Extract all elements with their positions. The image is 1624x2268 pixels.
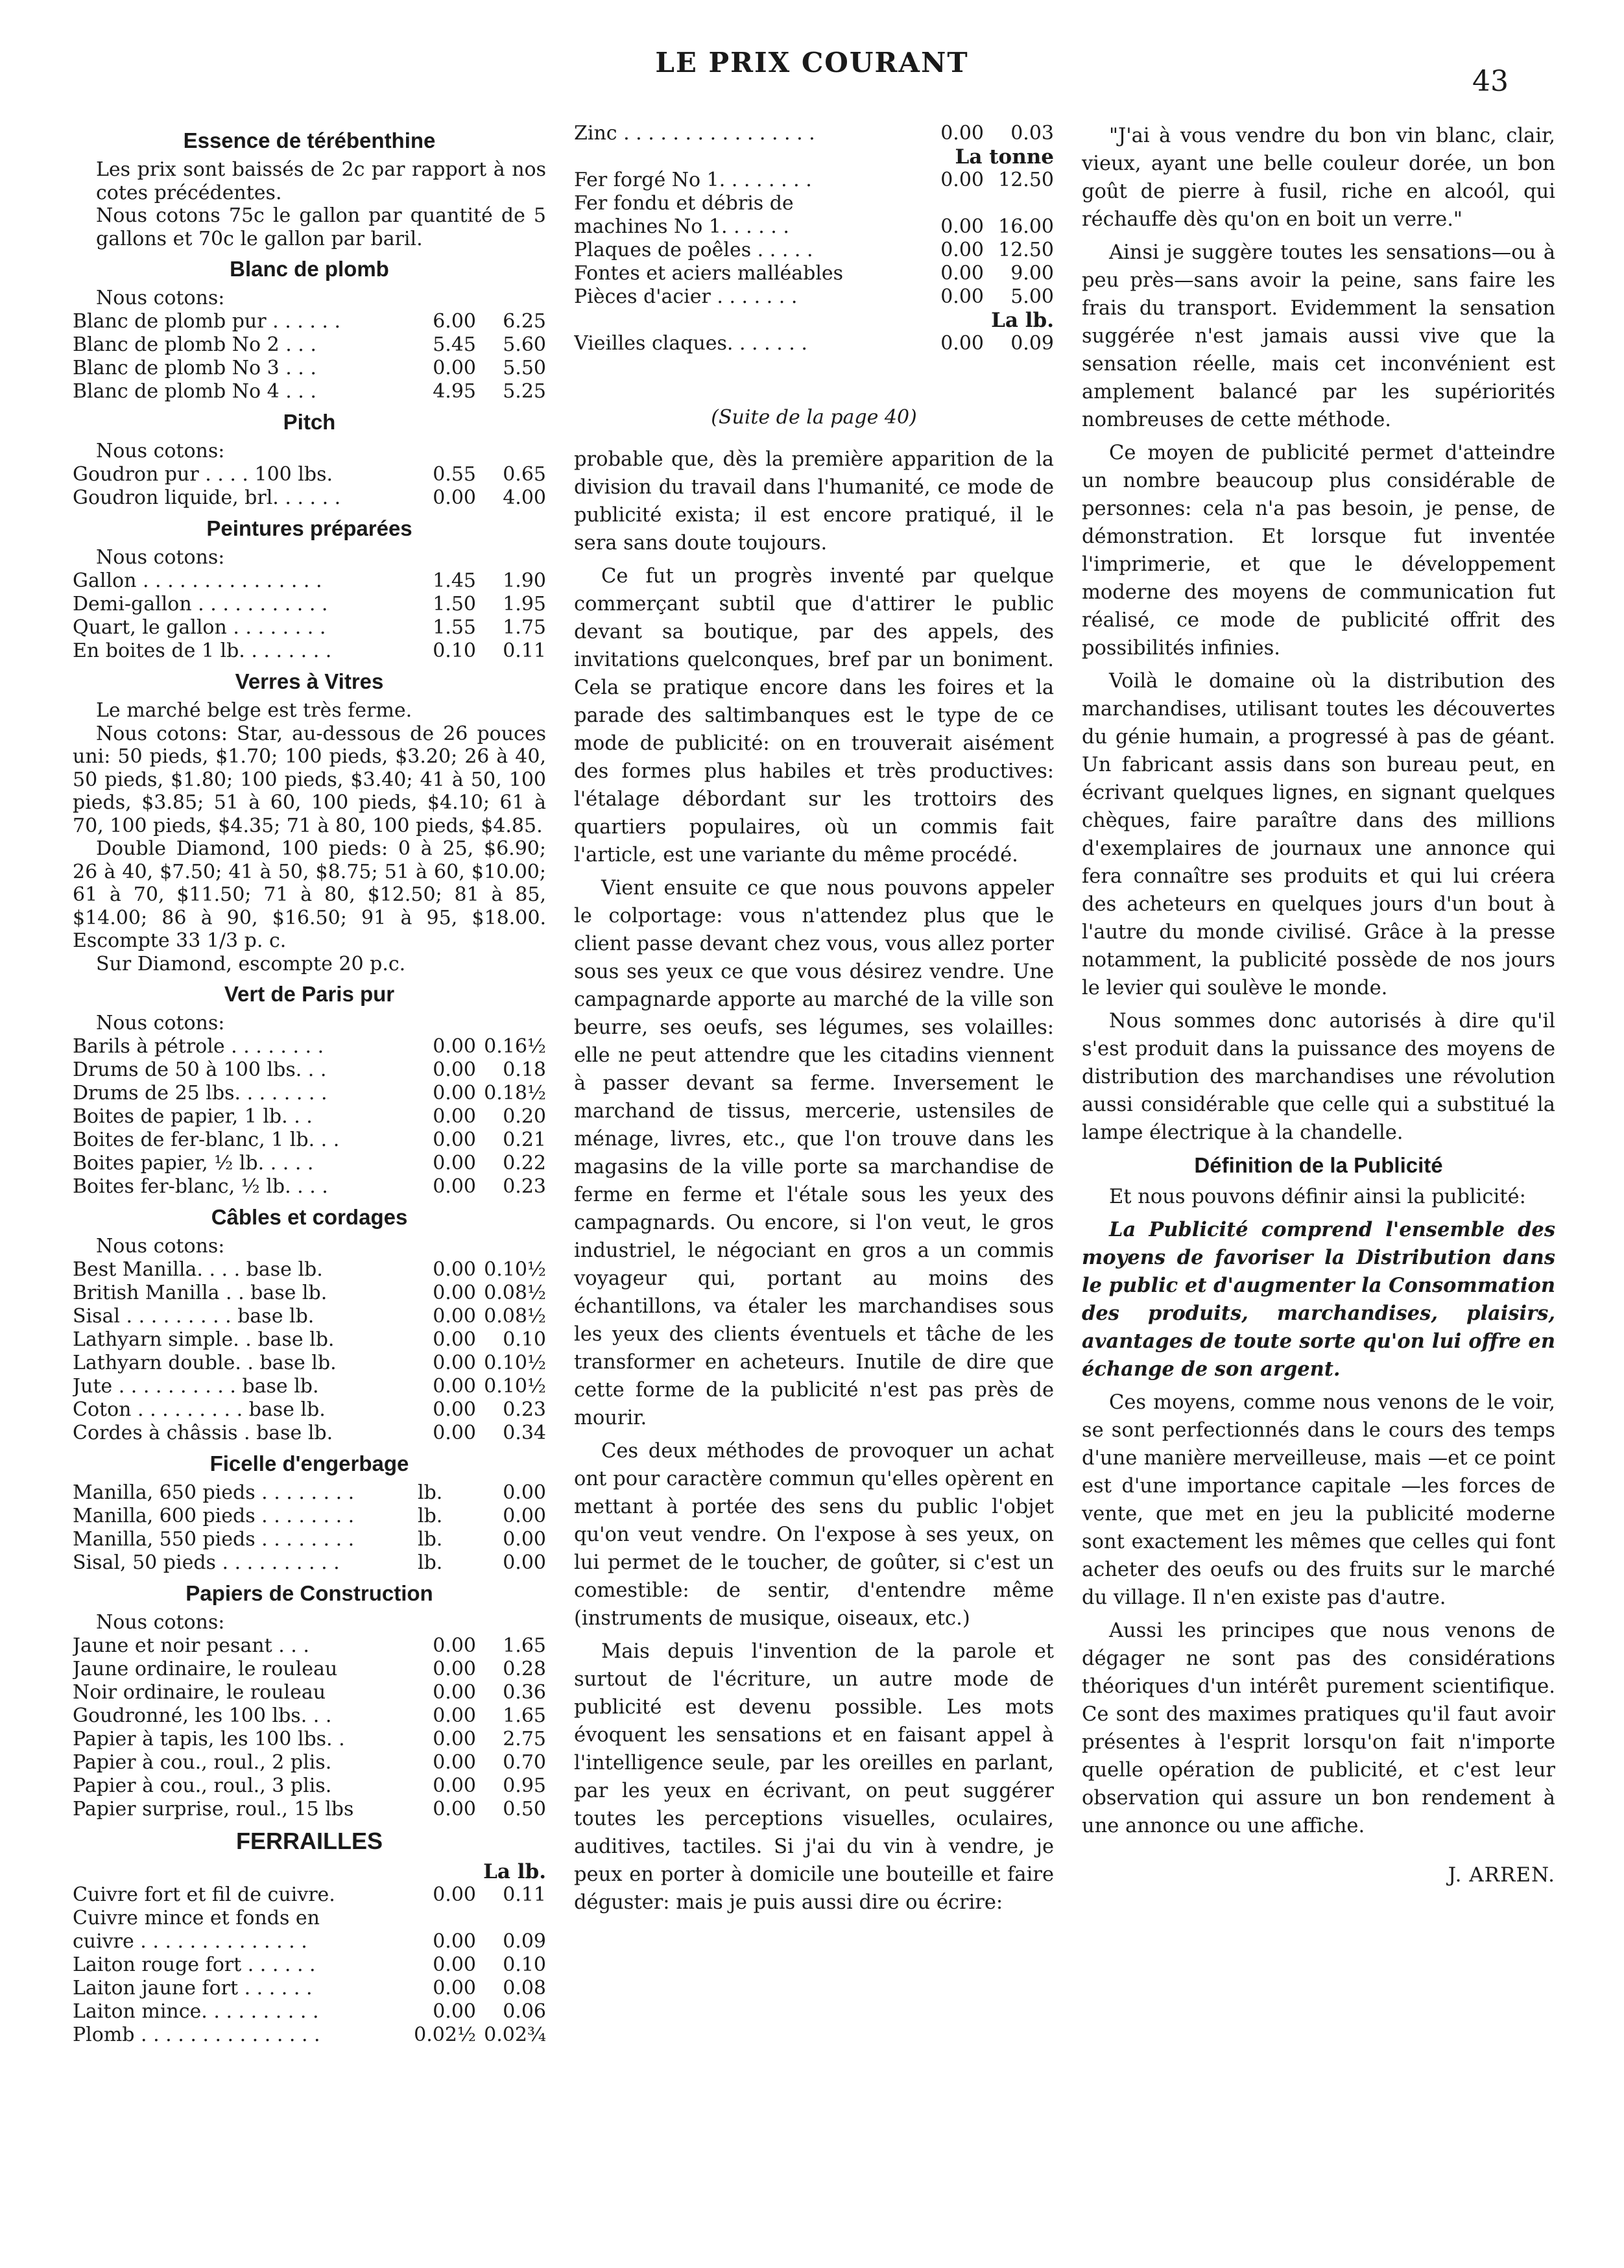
item-name: Manilla, 600 pieds . . . . . . . . <box>73 1505 355 1527</box>
item-price-high: 6.25 <box>503 310 546 333</box>
section-heading-cables: Câbles et cordages <box>211 1205 408 1229</box>
item-price-high: 0.65 <box>503 463 546 486</box>
item-price-high: 0.00 <box>503 1505 546 1527</box>
item-name: Papier à cou., roul., 2 plis. <box>73 1751 332 1774</box>
item-price-high: 5.25 <box>503 380 546 403</box>
price-row <box>73 1328 546 1352</box>
item-price-high: 0.95 <box>503 1774 546 1797</box>
item-price-low: 0.00 <box>433 1328 476 1351</box>
item-price-high: 0.23 <box>503 1398 546 1421</box>
item-price-high: 0.10½ <box>484 1258 546 1281</box>
item-price-low: 0.00 <box>940 332 984 355</box>
item-name: Quart, le gallon . . . . . . . . <box>73 616 326 639</box>
item-name: En boites de 1 lb. . . . . . . . <box>73 639 332 662</box>
article-paragraph: Mais depuis l'invention de la parole et surtout de l'écriture, un autre mode de publicité est devenu possible. Les mots évoquent les sensations et en faisant appel à l'intelligence seule, par les oreilles en parlant, par les yeux en écrivant, on peut suggérer toutes les perceptions visuelles, oculaires, auditives, tactiles. Si j'ai du vin à vendre, je peux en porter à domicile une bouteille et faire déguster: mais je puis aussi dire ou écrire: <box>574 1640 1054 1914</box>
price-row <box>73 333 546 357</box>
item-price-low: 0.00 <box>433 1658 476 1680</box>
pitch-price-list <box>73 463 546 510</box>
item-price-low: 0.00 <box>433 1058 476 1081</box>
pitch-intro: Nous cotons: <box>96 440 225 462</box>
item-price-low: 0.00 <box>433 1258 476 1281</box>
item-price-high: 0.36 <box>503 1681 546 1704</box>
item-price-low: 0.55 <box>433 463 476 486</box>
item-price-high: 9.00 <box>1010 262 1054 285</box>
item-name: Cuivre fort et fil de cuivre. <box>73 1883 335 1906</box>
price-row <box>73 1175 546 1199</box>
price-row <box>574 169 1054 192</box>
item-price-low: 6.00 <box>433 310 476 333</box>
price-row <box>73 1907 546 1930</box>
item-price-high: 0.18½ <box>484 1082 546 1104</box>
price-row <box>73 1728 546 1751</box>
item-price-low: 0.00 <box>433 1681 476 1704</box>
price-row <box>73 2023 546 2047</box>
essence-text-1: Les prix sont baissés de 2c par rapport à nos cotes précédentes. <box>96 158 546 204</box>
vert-intro: Nous cotons: <box>96 1012 225 1034</box>
item-name: Fer forgé No 1. . . . . . . . <box>574 169 812 191</box>
article-paragraph: Aussi les principes que nous venons de dégager ne sont pas des considérations théoriques d'un intérêt purement scientifique. Ce sont des maximes pratiques qu'il faut avoir présentes à l'esprit lorsqu'on fait n'importe quelle opération de publicité, et c'est leur observation qui assure un bon rendement à une annonce ou une affiche. <box>1082 1619 1555 1837</box>
ficelle-price-list <box>73 1481 546 1575</box>
section-heading-verres: Verres à Vitres <box>235 669 384 693</box>
item-name: Cordes à châssis . base lb. <box>73 1422 333 1444</box>
price-row <box>73 1704 546 1728</box>
price-row <box>574 285 1054 309</box>
price-row <box>73 1035 546 1058</box>
section-heading-papiers: Papiers de Construction <box>185 1581 433 1605</box>
item-name: Plaques de poêles . . . . . <box>574 239 813 261</box>
item-price-low <box>914 192 984 215</box>
item-price-high: 0.10½ <box>484 1352 546 1374</box>
price-row <box>73 1774 546 1798</box>
price-row <box>73 1528 546 1551</box>
item-name: Zinc . . . . . . . . . . . . . . . . <box>574 122 815 145</box>
item-price-high: 0.09 <box>503 1930 546 1953</box>
item-price-high: 1.75 <box>503 616 546 639</box>
item-name: Papier à tapis, les 100 lbs. . <box>73 1728 345 1750</box>
section-heading-blanc: Blanc de plomb <box>230 257 389 281</box>
price-row <box>73 380 546 403</box>
verres-text-4: Sur Diamond, escompte 20 p.c. <box>96 952 406 975</box>
price-row <box>73 616 546 639</box>
price-row <box>73 1398 546 1422</box>
price-row <box>73 1751 546 1774</box>
item-unit: lb. <box>418 1551 443 1574</box>
item-name: Blanc de plomb No 4 . . . <box>73 380 316 403</box>
cables-price-list <box>73 1258 546 1445</box>
price-row <box>73 1930 546 1953</box>
price-row <box>73 1977 546 2000</box>
item-price-low: 0.00 <box>433 1422 476 1444</box>
item-price-high: 0.10 <box>503 1953 546 1976</box>
item-price-high: 0.09 <box>1010 332 1054 355</box>
item-name: Blanc de plomb No 3 . . . <box>73 357 316 379</box>
item-name: Pièces d'acier . . . . . . . <box>574 285 798 308</box>
item-name: Fontes et aciers malléables <box>574 262 844 285</box>
price-row <box>73 1422 546 1445</box>
price-row <box>73 1305 546 1328</box>
ferrailles-unit-header: La lb. <box>483 1860 546 1883</box>
item-name: Blanc de plomb pur . . . . . . <box>73 310 341 333</box>
price-row <box>73 569 546 593</box>
item-price-high: 0.10 <box>503 1328 546 1351</box>
item-price-high: 0.00 <box>503 1551 546 1574</box>
item-price-low: 0.10 <box>433 639 476 662</box>
price-row <box>73 1883 546 1907</box>
price-row <box>73 1282 546 1305</box>
essence-text-2: Nous cotons 75c le gallon par quantité de 5 gallons et 70c le gallon par baril. <box>96 204 546 250</box>
price-row <box>73 1953 546 1977</box>
item-name: Demi-gallon . . . . . . . . . . . <box>73 593 328 615</box>
item-name: Boites de papier, 1 lb. . . <box>73 1105 313 1128</box>
item-price-low: 0.00 <box>433 1798 476 1820</box>
item-name: Jaune ordinaire, le rouleau <box>73 1658 338 1680</box>
item-price-high: 0.22 <box>503 1152 546 1175</box>
item-name: machines No 1. . . . . . <box>574 215 789 238</box>
column-prices <box>73 122 546 2047</box>
article-paragraph: Ainsi je suggère toutes les sensations—ou à peu près—sans avoir la peine, sans faire les frais du transport. Evidemment la sensation suggérée n'est jamais aussi vive que la sensation réelle, mais cet inconvénient est amplement balancé par les supériorités nombreuses de cette méthode. <box>1082 241 1555 431</box>
item-price-low: 0.00 <box>433 1728 476 1750</box>
item-price-low: 0.00 <box>433 1082 476 1104</box>
price-row <box>574 332 1054 355</box>
lb-unit-header: La lb. <box>991 309 1054 332</box>
item-name: Manilla, 650 pieds . . . . . . . . <box>73 1481 355 1504</box>
price-row <box>73 357 546 380</box>
item-price-low: 0.02½ <box>414 2023 476 2046</box>
item-price-low <box>406 1907 476 1930</box>
item-price-high: 4.00 <box>503 486 546 509</box>
definition-quote: La Publicité comprend l'ensemble des moyens de favoriser la Distribution dans le public et d'augmenter la Consommation des produits, marchandises, plaisirs, avantages de toute sorte qu'on lui offre en échange de son argent. <box>1082 1218 1555 1381</box>
item-name: Coton . . . . . . . . . base lb. <box>73 1398 326 1421</box>
item-price-high: 0.06 <box>503 2000 546 2023</box>
item-price-high: 0.50 <box>503 1798 546 1820</box>
item-name: Goudronné, les 100 lbs. . . <box>73 1704 332 1727</box>
price-row <box>574 122 1054 145</box>
item-price-low: 0.00 <box>433 1930 476 1953</box>
item-price-high: 0.23 <box>503 1175 546 1198</box>
price-row <box>73 2000 546 2023</box>
item-name: Plomb . . . . . . . . . . . . . . . <box>73 2023 320 2046</box>
price-row <box>73 463 546 486</box>
article-paragraph: Nous sommes donc autorisés à dire qu'il s'est produit dans la puissance des moyens de distribution des marchandises une révolution aussi considérable que celle qui a substitué la lampe électrique à la chandelle. <box>1082 1010 1555 1144</box>
lb-price-list <box>574 332 1054 355</box>
item-price-low: 1.50 <box>433 593 476 615</box>
price-row <box>73 1082 546 1105</box>
item-price-low: 1.55 <box>433 616 476 639</box>
item-name: Laiton mince. . . . . . . . . . <box>73 2000 319 2023</box>
item-name: Jute . . . . . . . . . . base lb. <box>73 1375 319 1398</box>
item-name: Sisal . . . . . . . . . base lb. <box>73 1305 315 1328</box>
item-price-low: 0.00 <box>433 1704 476 1727</box>
verres-text-1: Le marché belge est très ferme. <box>96 699 412 722</box>
papiers-price-list <box>73 1634 546 1821</box>
item-price-high: 12.50 <box>998 169 1054 191</box>
price-row <box>73 1258 546 1282</box>
item-price-low: 0.00 <box>433 1883 476 1906</box>
item-price-low: 0.00 <box>433 1375 476 1398</box>
item-name: Jaune et noir pesant . . . <box>73 1634 309 1657</box>
tonne-unit-header: La tonne <box>955 145 1054 169</box>
price-row <box>73 1658 546 1681</box>
section-heading-ficelle: Ficelle d'engerbage <box>209 1451 409 1475</box>
price-row <box>73 1352 546 1375</box>
item-unit: lb. <box>418 1481 443 1504</box>
price-row <box>574 215 1054 239</box>
price-row <box>73 1128 546 1152</box>
price-row <box>73 1505 546 1528</box>
item-price-high: 0.18 <box>503 1058 546 1081</box>
price-row <box>73 1634 546 1658</box>
item-name: Barils à pétrole . . . . . . . . <box>73 1035 324 1058</box>
item-price-high: 0.08 <box>503 1977 546 1999</box>
papiers-intro: Nous cotons: <box>96 1611 225 1634</box>
item-price-high <box>476 1907 546 1930</box>
item-price-low: 0.00 <box>433 1175 476 1198</box>
price-row <box>73 1551 546 1575</box>
item-name: Gallon . . . . . . . . . . . . . . . <box>73 569 322 592</box>
item-price-high: 5.00 <box>1010 285 1054 308</box>
author-signature: J. ARREN. <box>1448 1863 1555 1887</box>
item-price-low: 0.00 <box>433 2000 476 2023</box>
ferrailles-price-list <box>73 1883 546 2047</box>
price-row <box>73 593 546 616</box>
continued-note: (Suite de la page 40) <box>711 406 917 429</box>
article-paragraph: Ces deux méthodes de provoquer un achat ont pour caractère commun qu'elles opèrent en mettant à portée des sens du public l'objet qu'on veut vendre. On l'expose à ses yeux, on lui permet de le toucher, de goûter, si c'est un comestible: de sentir, d'entendre même (instruments de musique, oiseaux, etc.) <box>574 1440 1054 1630</box>
item-name: Goudron pur . . . . 100 lbs. <box>73 463 333 486</box>
item-name: British Manilla . . base lb. <box>73 1282 328 1304</box>
item-price-high: 0.00 <box>503 1528 546 1551</box>
item-price-low: 0.00 <box>433 1398 476 1421</box>
item-price-low: 0.00 <box>433 1105 476 1128</box>
item-price-high: 0.00 <box>503 1481 546 1504</box>
item-price-high: 0.08½ <box>484 1282 546 1304</box>
item-unit: lb. <box>418 1505 443 1527</box>
item-name: Drums de 50 à 100 lbs. . . <box>73 1058 327 1081</box>
price-row <box>574 192 1054 215</box>
blanc-intro: Nous cotons: <box>96 287 225 309</box>
item-price-high: 0.03 <box>1010 122 1054 145</box>
article-paragraph: Ce moyen de publicité permet d'atteindre un nombre beaucoup plus considérable de personnes: cela n'a pas besoin, je pense, de démonstration. Et lorsque fut inventée l'imprimerie, et que le développement moderne des moyens de communication fut réalisé, ce mode de publicité offrit des possibilités infinies. <box>1082 442 1555 660</box>
peintures-intro: Nous cotons: <box>96 546 225 569</box>
item-name: cuivre . . . . . . . . . . . . . . <box>73 1930 307 1953</box>
item-price-high: 1.65 <box>503 1634 546 1657</box>
tonne-price-list <box>574 169 1054 309</box>
item-name: Lathyarn simple. . base lb. <box>73 1328 335 1351</box>
item-price-high: 1.65 <box>503 1704 546 1727</box>
section-heading-definition: Définition de la Publicité <box>1194 1153 1443 1177</box>
item-price-high: 0.02¾ <box>484 2023 546 2046</box>
item-price-low: 5.45 <box>433 333 476 356</box>
item-price-low: 0.00 <box>940 215 984 238</box>
peintures-price-list <box>73 569 546 663</box>
item-name: Lathyarn double. . base lb. <box>73 1352 337 1374</box>
item-price-high: 1.90 <box>503 569 546 592</box>
price-row <box>73 1798 546 1821</box>
item-name: Papier à cou., roul., 3 plis. <box>73 1774 332 1797</box>
item-price-low: 0.00 <box>433 1152 476 1175</box>
item-price-low: 0.00 <box>433 357 476 379</box>
item-name: Boites de fer-blanc, 1 lb. . . <box>73 1128 340 1151</box>
column-article-2 <box>1082 122 1555 1887</box>
item-price-low: 0.00 <box>433 1774 476 1797</box>
price-row <box>73 1375 546 1398</box>
item-name: Vieilles claques. . . . . . . <box>574 332 807 355</box>
section-heading-vert: Vert de Paris pur <box>224 982 395 1006</box>
item-price-low: 0.00 <box>433 1305 476 1328</box>
blanc-price-list <box>73 310 546 403</box>
item-price-low: 0.00 <box>433 1634 476 1657</box>
verres-text-3: Double Diamond, 100 pieds: 0 à 25, $6.90; 26 à 40, $7.50; 41 à 50, $8.75; 51 à 60, $10.00; 61 à 70, $11.50; 71 à 80, $12.50; 81 à 85, $14.00; 86 à 90, $16.50; 91 à 95, $18.00. Escompte 33 1/3 p. c. <box>73 837 546 952</box>
item-price-low: 0.00 <box>433 1352 476 1374</box>
item-price-high: 0.34 <box>503 1422 546 1444</box>
price-row <box>574 239 1054 262</box>
price-row <box>73 1058 546 1082</box>
page-title: LE PRIX COURANT <box>655 47 969 78</box>
price-row <box>73 310 546 333</box>
cables-intro: Nous cotons: <box>96 1235 225 1258</box>
item-price-low: 0.00 <box>433 486 476 509</box>
item-name: Manilla, 550 pieds . . . . . . . . <box>73 1528 355 1551</box>
zinc-price-list <box>574 122 1054 145</box>
item-price-high <box>984 192 1054 215</box>
item-price-high: 0.11 <box>503 639 546 662</box>
item-name: Boites fer-blanc, ½ lb. . . . <box>73 1175 328 1198</box>
item-name: Sisal, 50 pieds . . . . . . . . . . <box>73 1551 340 1574</box>
item-name: Cuivre mince et fonds en <box>73 1907 320 1929</box>
section-heading-peintures: Peintures préparées <box>206 516 412 540</box>
item-price-high: 1.95 <box>503 593 546 615</box>
item-price-high: 16.00 <box>998 215 1054 238</box>
article-paragraph: Ces moyens, comme nous venons de le voir, se sont perfectionnés dans le cours des temps d'une manière merveilleuse, mais —et ce point est d'une importance capitale —les forces de vente, que met en jeu la publicité moderne sont exactement les mêmes que celles qui font acheter des oeufs ou des fruits sur le marché du village. Il n'en existe pas d'autre. <box>1082 1391 1555 1609</box>
verres-text-2: Nous cotons: Star, au-dessous de 26 pouces uni: 50 pieds, $1.70; 100 pieds, $3.20; 26 à 40, 50 pieds, $1.80; 100 pieds, $3.40; 41 à 50, 100 pieds, $3.85; 51 à 60, 100 pieds, $4.10; 61 à 70, 100 pieds, $4.35; 71 à 80, 100 pieds, $4.85. <box>73 722 546 837</box>
section-heading-essence: Essence de térébenthine <box>183 128 436 152</box>
item-price-high: 5.50 <box>503 357 546 379</box>
item-price-low: 4.95 <box>433 380 476 403</box>
price-row <box>73 486 546 510</box>
item-price-high: 0.20 <box>503 1105 546 1128</box>
item-price-low: 0.00 <box>433 1035 476 1058</box>
item-price-low: 0.00 <box>433 1953 476 1976</box>
item-price-low: 0.00 <box>433 1128 476 1151</box>
article-paragraph: Voilà le domaine où la distribution des marchandises, utilisant toutes les découvertes du génie humain, a progressé à pas de géant. Un fabricant assis dans son bureau peut, en écrivant quelques lignes, en signant quelques chèques, faire paraître dans des millions d'exemplaires de journaux une annonce qui fera connaître ses produits et qui lui créera des acheteurs en quelques jours d'un bout à l'autre du monde civilisé. Grâce à la presse notamment, la publicité possède de nos jours le levier qui soulève le monde. <box>1082 670 1555 999</box>
item-price-high: 2.75 <box>503 1728 546 1750</box>
column-article-1 <box>574 122 1054 1922</box>
item-price-high: 0.70 <box>503 1751 546 1774</box>
item-price-low: 0.00 <box>433 1282 476 1304</box>
item-price-high: 12.50 <box>998 239 1054 261</box>
price-row <box>73 1105 546 1128</box>
article-paragraph: "J'ai à vous vendre du bon vin blanc, clair, vieux, ayant une belle couleur dorée, un bon goût de pierre à fusil, riche en alcoól, qui réchauffe dès qu'on en boit un verre." <box>1082 125 1555 231</box>
item-price-high: 0.10½ <box>484 1375 546 1398</box>
item-price-high: 0.21 <box>503 1128 546 1151</box>
item-price-high: 0.16½ <box>484 1035 546 1058</box>
section-heading-ferrailles: FERRAILLES <box>235 1828 383 1854</box>
item-name: Best Manilla. . . . base lb. <box>73 1258 323 1281</box>
item-price-low: 0.00 <box>433 1751 476 1774</box>
vert-price-list <box>73 1035 546 1199</box>
price-row <box>73 1152 546 1175</box>
price-row <box>73 1681 546 1704</box>
price-row <box>73 639 546 663</box>
section-heading-pitch: Pitch <box>283 410 336 434</box>
item-name: Noir ordinaire, le rouleau <box>73 1681 326 1704</box>
article-paragraph: probable que, dès la première apparition de la division du travail dans l'humanité, ce mode de publicité exista; il est encore pratiqué, il le sera sans doute toujours. <box>574 448 1054 555</box>
article-paragraph: Vient ensuite ce que nous pouvons appeler le colportage: vous n'attendez plus que le client passe devant chez vous, vous allez porter sous ses yeux ce que vous désirez vendre. Une campagnarde apporte au marché de la ville son beurre, ses oeufs, ses légumes, ses volailles: elle ne peut attendre que les citadins viennent à passer devant sa ferme. Inversement le marchand de tissus, mercerie, ustensiles de ménage, livres, etc., que l'on trouve dans les magasins de la ville porte sa marchandise de ferme en ferme et l'étale sous les yeux des campagnards. Ou encore, si l'on veut, le gros industriel, le négociant en gros a un commis voyageur qui, portant au moins des échantillons, va étaler les marchandises sous les yeux des clients éventuels et tâche de les transformer en acheteurs. Inutile de dire que cette forme de la publicité n'est pas près de mourir. <box>574 877 1054 1429</box>
item-price-high: 0.08½ <box>484 1305 546 1328</box>
item-price-low: 0.00 <box>940 262 984 285</box>
page-number: 43 <box>1472 65 1509 98</box>
article-paragraph: Et nous pouvons définir ainsi la publicité: <box>1109 1186 1526 1208</box>
price-row <box>73 1481 546 1505</box>
item-price-low: 0.00 <box>940 169 984 191</box>
item-name: Fer fondu et débris de <box>574 192 794 215</box>
item-name: Laiton rouge fort . . . . . . <box>73 1953 316 1976</box>
article-paragraph: Ce fut un progrès inventé par quelque commerçant subtil que d'attirer le public devant sa boutique, par des appels, des invitations quelconques, bref par un boniment. Cela se pratique encore dans les foires et la parade des saltimbanques est le type de ce mode de publicité: on en trouverait aisément des formes plus habiles et très productives: l'étalage débordant sur les trottoirs des quartiers populaires, où un commis fait l'article, est une variante du même procédé. <box>574 565 1054 866</box>
item-price-high: 0.28 <box>503 1658 546 1680</box>
item-price-low: 0.00 <box>940 285 984 308</box>
item-name: Blanc de plomb No 2 . . . <box>73 333 316 356</box>
item-price-low: 1.45 <box>433 569 476 592</box>
item-name: Drums de 25 lbs. . . . . . . . <box>73 1082 328 1104</box>
price-row <box>574 262 1054 285</box>
item-price-low: 0.00 <box>433 1977 476 1999</box>
item-price-low: 0.00 <box>940 239 984 261</box>
item-name: Laiton jaune fort . . . . . . <box>73 1977 313 1999</box>
item-price-high: 0.11 <box>503 1883 546 1906</box>
item-name: Boites papier, ½ lb. . . . . <box>73 1152 314 1175</box>
item-name: Goudron liquide, brl. . . . . . <box>73 486 341 509</box>
item-price-high: 5.60 <box>503 333 546 356</box>
item-name: Papier surprise, roul., 15 lbs <box>73 1798 354 1820</box>
item-unit: lb. <box>418 1528 443 1551</box>
item-price-low: 0.00 <box>940 122 984 145</box>
